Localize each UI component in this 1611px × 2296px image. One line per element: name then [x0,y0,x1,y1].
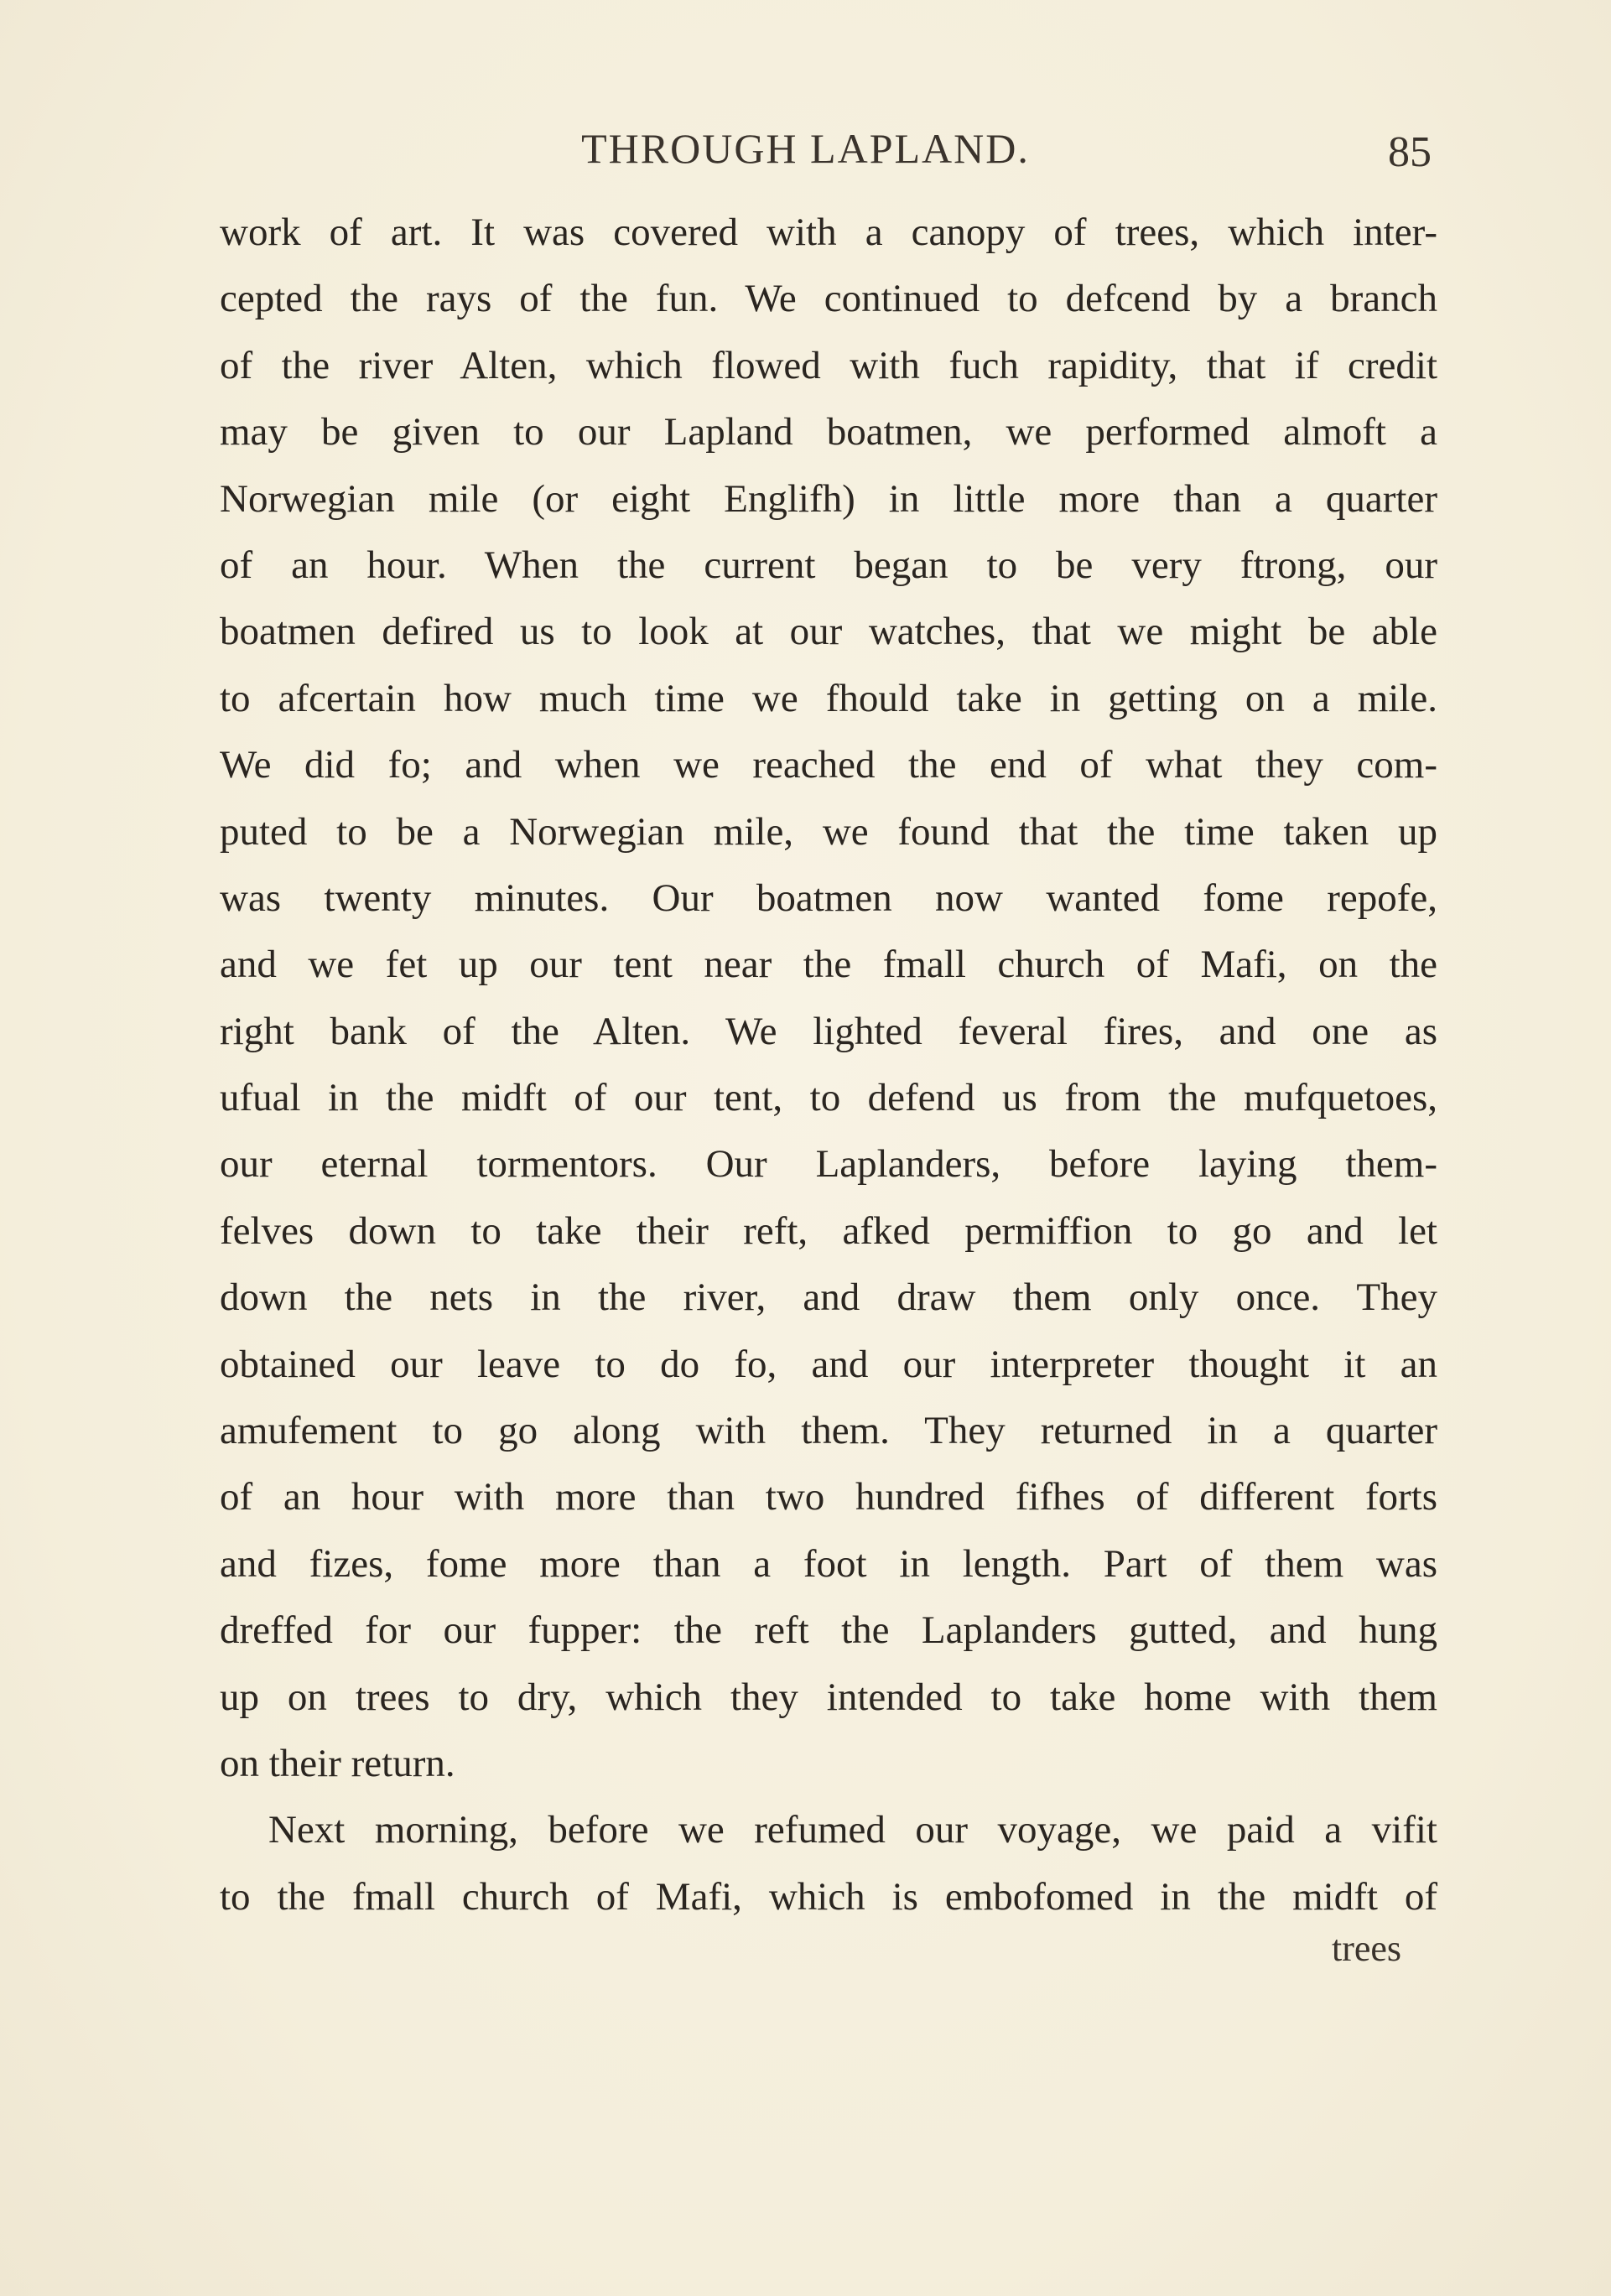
text-line: work of art. It was covered with a canopy of trees, which inter- [220,210,1437,254]
text-line: of the river Alten, which flowed with fuch rapidity, that if credit [220,343,1437,387]
text-line: obtained our leave to do fo, and our interpreter thought it an [220,1342,1437,1386]
text-line: may be given to our Lapland boatmen, we performed almoft a [220,410,1437,455]
text-line: up on trees to dry, which they intended to take home with them [220,1675,1437,1719]
text-line: and fizes, fome more than a foot in length. Part of them was [220,1541,1437,1586]
text-line: to afcertain how much time we fhould take in getting on a mile. [220,676,1437,720]
text-line: dreffed for our fupper: the reft the Laplanders gutted, and hung [220,1608,1437,1653]
text-line: cepted the rays of the fun. We continued to defcend by a branch [220,277,1437,321]
text-line: down the nets in the river, and draw them only once. They [220,1275,1437,1320]
text-line: Next morning, before we refumed our voyage, we paid a vifit [268,1808,1437,1852]
page-number: 85 [1388,128,1432,176]
text-line: felves down to take their reft, afked permiffion to go and let [220,1208,1437,1253]
text-line: to the fmall church of Mafi, which is embofomed in the midft of [220,1874,1437,1919]
text-line: Norwegian mile (or eight Englifh) in little more than a quarter [220,476,1437,521]
text-line: of an hour. When the current began to be very ftrong, our [220,543,1437,587]
text-line: of an hour with more than two hundred fifhes of different forts [220,1475,1437,1519]
text-line: We did fo; and when we reached the end of what they com- [220,743,1437,787]
text-line: right bank of the Alten. We lighted feveral fires, and one as [220,1009,1437,1053]
text-line: puted to be a Norwegian mile, we found that the time taken up [220,809,1437,854]
body-text [220,200,1437,1930]
text-line: was twenty minutes. Our boatmen now wanted fome repofe, [220,875,1437,920]
paragraph-2 [220,1797,1437,1930]
text-line: on their return. [220,1741,455,1785]
running-title: THROUGH LAPLAND. [581,125,1030,172]
text-line: amufement to go along with them. They returned in a quarter [220,1409,1437,1453]
text-line: our eternal tormentors. Our Laplanders, before laying them- [220,1142,1437,1187]
text-line: ufual in the midft of our tent, to defend us from the mufquetoes, [220,1076,1437,1120]
paragraph-1 [220,200,1437,1797]
text-line: boatmen defired us to look at our watches, that we might be able [220,610,1437,654]
catchword: trees [1332,1928,1402,1969]
text-line: and we fet up our tent near the fmall church of Mafi, on the [220,943,1437,987]
